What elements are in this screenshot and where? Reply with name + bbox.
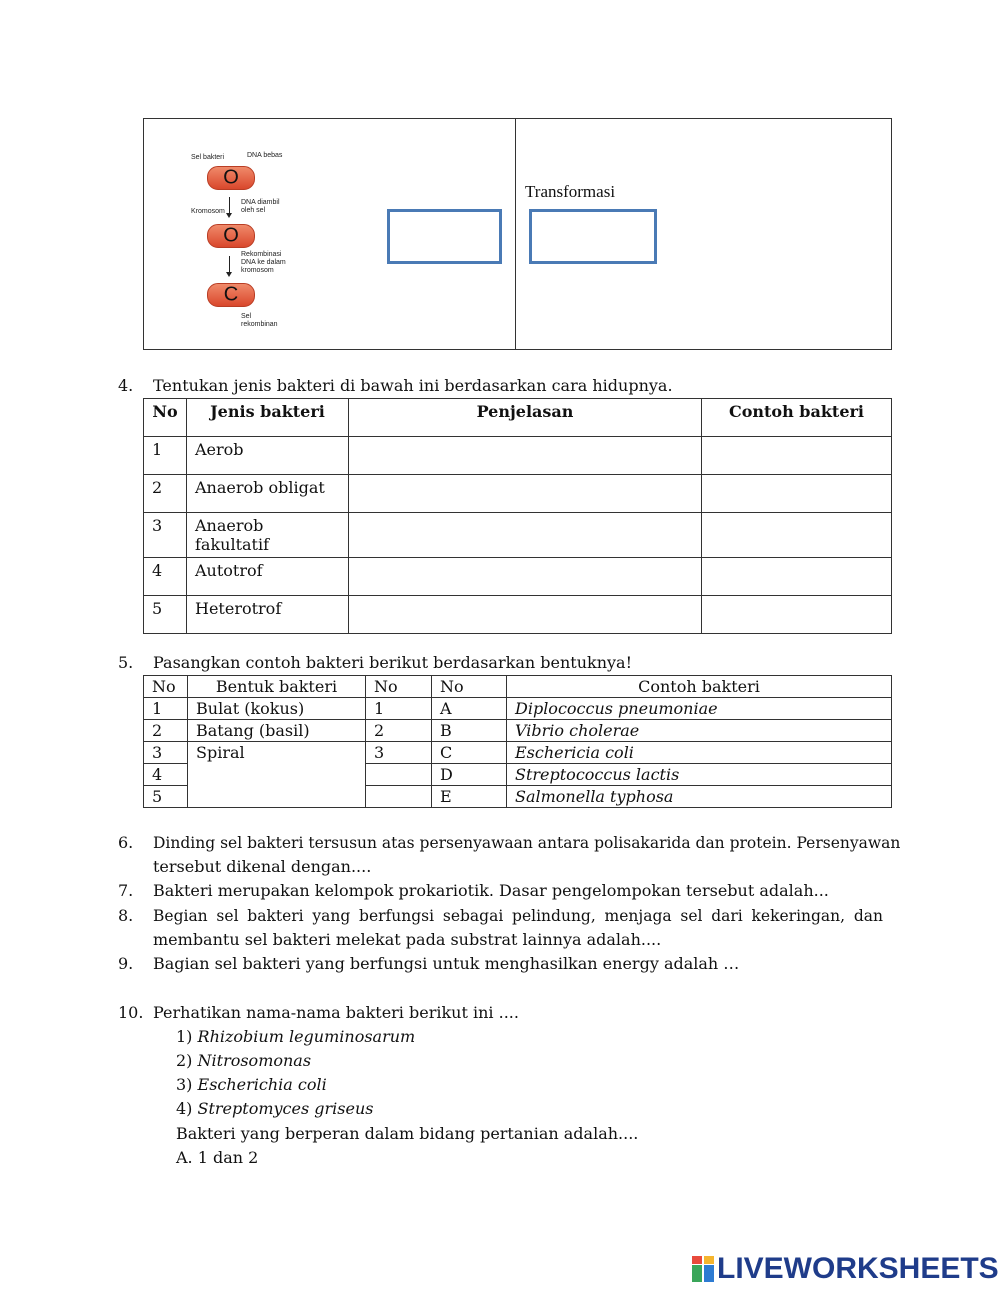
q4-header-row bbox=[144, 399, 892, 437]
label-sel-bakteri: Sel bakteri bbox=[191, 154, 225, 161]
q4-row-no: 4 bbox=[144, 558, 187, 596]
q3-divider bbox=[515, 119, 516, 349]
label-sel-rekombinan: Sel rekombinan bbox=[241, 313, 278, 328]
q10-item-num: 1) bbox=[176, 1027, 193, 1046]
logo-block-red bbox=[692, 1256, 702, 1264]
q5-row-bentuk: Bulat (kokus) bbox=[188, 698, 366, 720]
q9-number: 9. bbox=[118, 954, 134, 973]
q5-row-no: 2 bbox=[144, 720, 188, 742]
q4-penjelasan-cell[interactable] bbox=[349, 513, 702, 558]
down-arrowhead-2 bbox=[226, 272, 232, 277]
q4-contoh-cell[interactable] bbox=[702, 558, 892, 596]
table-row bbox=[144, 742, 892, 764]
q4-text: Tentukan jenis bakteri di bawah ini berdasarkan cara hidupnya. bbox=[153, 376, 673, 395]
logo-text: LIVEWORKSHEETS bbox=[717, 1252, 999, 1285]
q4-row-jenis: Autotrof bbox=[187, 558, 349, 596]
bacteria-cell-1 bbox=[207, 166, 255, 190]
q9-text: Bagian sel bakteri yang berfungsi untuk menghasilkan energy adalah … bbox=[153, 954, 740, 973]
q8-line1: Begian sel bakteri yang berfungsi sebagai pelindung, menjaga sel dari kekeringan, dan bbox=[153, 907, 883, 925]
label-dna-diambil: DNA diambil oleh sel bbox=[241, 199, 280, 214]
logo-icon bbox=[692, 1256, 714, 1282]
q4-row-jenis: Aerob bbox=[187, 437, 349, 475]
q4-table bbox=[143, 398, 892, 634]
q10-item-3 bbox=[176, 1073, 327, 1097]
q5-header-no: No bbox=[144, 676, 188, 698]
q5-row-huruf: C bbox=[432, 742, 507, 764]
q5-row-huruf: A bbox=[432, 698, 507, 720]
q4-contoh-cell[interactable] bbox=[702, 437, 892, 475]
q5-row-bentuk: Batang (basil) bbox=[188, 720, 366, 742]
q5-header-bentuk: Bentuk bakteri bbox=[188, 676, 366, 698]
q10-item-num: 2) bbox=[176, 1051, 193, 1070]
q5-row-huruf: B bbox=[432, 720, 507, 742]
q5-row-bentuk: Spiral bbox=[188, 742, 366, 808]
q4-row-jenis: Anaerob fakultatif bbox=[187, 513, 349, 558]
q7-text: Bakteri merupakan kelompok prokariotik. Dasar pengelompokan tersebut adalah... bbox=[153, 881, 829, 900]
q4-header-penjelasan: Penjelasan bbox=[349, 399, 702, 437]
label-dna-bebas: DNA bebas bbox=[247, 152, 283, 159]
q4-row-no: 5 bbox=[144, 596, 187, 634]
q10-item-2 bbox=[176, 1049, 311, 1073]
q8-line2: membantu sel bakteri melekat pada substrat lainnya adalah.... bbox=[153, 930, 662, 949]
q5-row-no: 4 bbox=[144, 764, 188, 786]
q5-row-no2: 3 bbox=[366, 742, 432, 764]
table-row bbox=[144, 513, 892, 558]
q5-text: Pasangkan contoh bakteri berikut berdasarkan bentuknya! bbox=[153, 653, 632, 672]
q4-penjelasan-cell[interactable] bbox=[349, 558, 702, 596]
q10-item-name: Streptomyces griseus bbox=[197, 1099, 374, 1118]
q10-number: 10. bbox=[118, 1003, 144, 1022]
q10-item-name: Rhizobium leguminosarum bbox=[197, 1027, 416, 1046]
q7-number: 7. bbox=[118, 881, 134, 900]
q5-header-contoh: Contoh bakteri bbox=[507, 676, 892, 698]
q4-row-no: 3 bbox=[144, 513, 187, 558]
q5-number: 5. bbox=[118, 653, 134, 672]
q10-option-a[interactable]: A. 1 dan 2 bbox=[176, 1148, 259, 1167]
answer-box-1[interactable] bbox=[387, 209, 502, 264]
q6-line1: Dinding sel bakteri tersusun atas persenyawaan antara polisakarida dan protein. Persenyawan bbox=[153, 834, 901, 852]
q4-penjelasan-cell[interactable] bbox=[349, 437, 702, 475]
q5-row-huruf: E bbox=[432, 786, 507, 808]
transformation-diagram bbox=[184, 149, 324, 339]
q4-number: 4. bbox=[118, 376, 134, 395]
table-row bbox=[144, 558, 892, 596]
table-row bbox=[144, 475, 892, 513]
q10-item-4 bbox=[176, 1097, 373, 1121]
q4-penjelasan-cell[interactable] bbox=[349, 475, 702, 513]
logo-block-yellow bbox=[704, 1256, 714, 1264]
cell-2-glyph: O bbox=[223, 224, 239, 247]
q5-header-no2: No bbox=[366, 676, 432, 698]
q4-penjelasan-cell[interactable] bbox=[349, 596, 702, 634]
q5-row-contoh: Salmonella typhosa bbox=[507, 786, 892, 808]
q5-row-contoh: Diplococcus pneumoniae bbox=[507, 698, 892, 720]
q5-row-contoh: Streptococcus lactis bbox=[507, 764, 892, 786]
q5-table bbox=[143, 675, 892, 808]
q10-text: Perhatikan nama-nama bakteri berikut ini .... bbox=[153, 1003, 519, 1022]
cell-1-glyph: O bbox=[223, 166, 239, 189]
table-row bbox=[144, 698, 892, 720]
logo-block-blue bbox=[704, 1265, 714, 1282]
q5-row-no2: 1 bbox=[366, 698, 432, 720]
q4-row-jenis: Heterotrof bbox=[187, 596, 349, 634]
q4-row-no: 2 bbox=[144, 475, 187, 513]
q4-header-no: No bbox=[144, 399, 187, 437]
table-row bbox=[144, 437, 892, 475]
q4-header-jenis: Jenis bakteri bbox=[187, 399, 349, 437]
q5-row-no2-empty[interactable] bbox=[366, 786, 432, 808]
q4-row-no: 1 bbox=[144, 437, 187, 475]
bacteria-cell-3 bbox=[207, 283, 255, 307]
down-arrowhead-1 bbox=[226, 213, 232, 218]
label-rekombinasi: Rekombinasi DNA ke dalam kromosom bbox=[241, 251, 286, 274]
liveworksheets-logo bbox=[692, 1252, 999, 1286]
q10-item-num: 3) bbox=[176, 1075, 193, 1094]
q4-contoh-cell[interactable] bbox=[702, 596, 892, 634]
answer-box-2[interactable] bbox=[529, 209, 657, 264]
q4-contoh-cell[interactable] bbox=[702, 513, 892, 558]
q5-row-no: 1 bbox=[144, 698, 188, 720]
q5-row-contoh: Eschericia coli bbox=[507, 742, 892, 764]
q5-row-no: 5 bbox=[144, 786, 188, 808]
q5-header-row bbox=[144, 676, 892, 698]
q5-row-no2-empty[interactable] bbox=[366, 764, 432, 786]
q10-item-name: Nitrosomonas bbox=[197, 1051, 312, 1070]
q10-question: Bakteri yang berperan dalam bidang pertanian adalah.... bbox=[176, 1124, 639, 1143]
table-row bbox=[144, 596, 892, 634]
q5-row-no2: 2 bbox=[366, 720, 432, 742]
q5-row-no: 3 bbox=[144, 742, 188, 764]
bacteria-cell-2 bbox=[207, 224, 255, 248]
q4-contoh-cell[interactable] bbox=[702, 475, 892, 513]
q8-number: 8. bbox=[118, 906, 134, 925]
q5-header-no3: No bbox=[432, 676, 507, 698]
q10-item-num: 4) bbox=[176, 1099, 193, 1118]
table-row bbox=[144, 720, 892, 742]
transformasi-label: Transformasi bbox=[525, 182, 616, 201]
q6-line2: tersebut dikenal dengan.... bbox=[153, 857, 372, 876]
logo-block-green bbox=[692, 1265, 702, 1282]
q4-row-jenis: Anaerob obligat bbox=[187, 475, 349, 513]
q10-item-1 bbox=[176, 1025, 415, 1049]
label-kromosom: Kromosom bbox=[191, 208, 225, 215]
q4-header-contoh: Contoh bakteri bbox=[702, 399, 892, 437]
cell-3-glyph: C bbox=[223, 283, 239, 306]
q5-row-contoh: Vibrio cholerae bbox=[507, 720, 892, 742]
q10-item-name: Escherichia coli bbox=[197, 1075, 327, 1094]
q6-number: 6. bbox=[118, 833, 134, 852]
q3-diagram-table bbox=[143, 118, 892, 350]
q5-row-huruf: D bbox=[432, 764, 507, 786]
